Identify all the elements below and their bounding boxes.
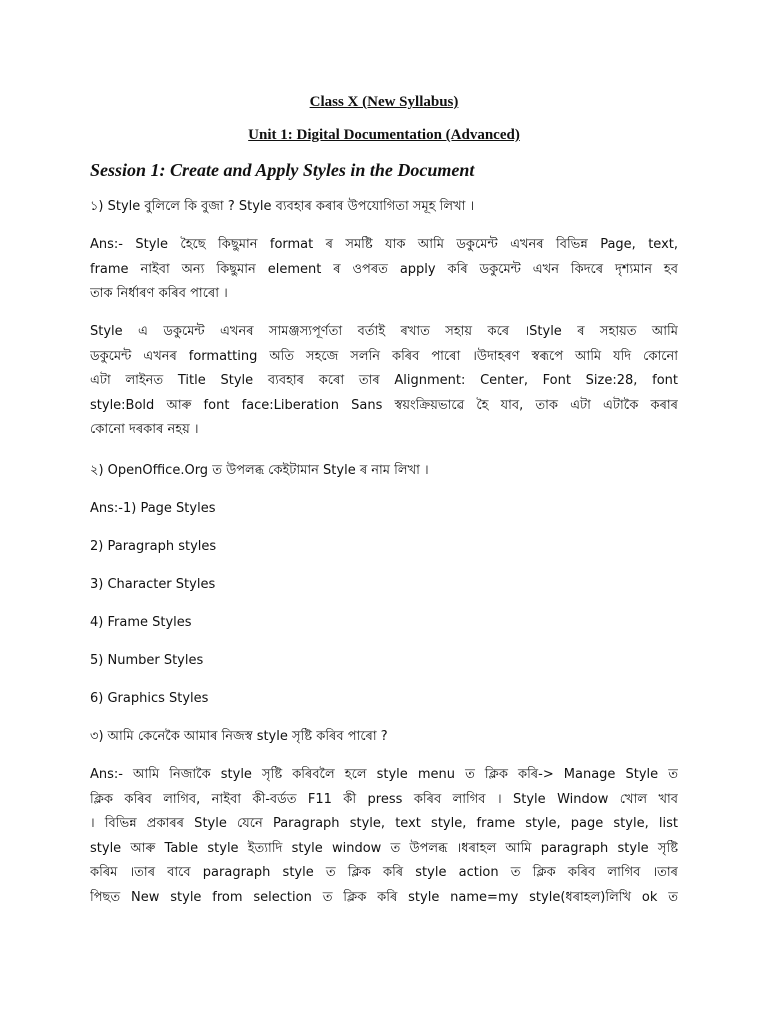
list-item — [90, 611, 678, 636]
answer-3-line: । বিভিন্ন প্ৰকাৰৰ Style যেনে Paragraph style, text style, frame style, page style, list — [90, 816, 678, 831]
question-2-text: ২) OpenOffice.Org ত উপলব্ধ কেইটামান Style ৰ নাম লিখা । — [90, 463, 429, 478]
style-list-item: 6) Graphics Styles — [90, 691, 209, 706]
style-list-item: Ans:-1) Page Styles — [90, 501, 216, 516]
style-list-item: 4) Frame Styles — [90, 615, 192, 630]
class-title: Class X (New Syllabus) — [309, 94, 459, 110]
question-1 — [90, 195, 678, 220]
answer-1-paragraph — [90, 233, 678, 307]
question-3 — [90, 725, 678, 750]
style-list-item: 2) Paragraph styles — [90, 539, 217, 554]
unit-title: Unit 1: Digital Documentation (Advanced) — [248, 127, 520, 143]
session-title: Session 1: Create and Apply Styles in the Document — [90, 160, 475, 180]
answer-3-line: Ans:- আমি নিজাকৈ style সৃষ্টি কৰিবলৈ হলে style menu ত ক্লিক কৰি-> Manage Style ত — [90, 767, 678, 782]
benefits-line: ডকুমেন্ট এখনৰ formatting অতি সহজে সলনি কৰিব পাৰো ।উদাহৰণ স্বৰূপে আমি যদি কোনো — [90, 348, 678, 364]
list-item — [90, 649, 678, 674]
style-benefits-paragraph — [90, 320, 678, 443]
answer-3-line: style আৰু Table style ইত্যাদি style window ত উপলব্ধ ।ধৰাহল আমি paragraph style সৃষ্টি — [90, 840, 678, 856]
answer-3-line: পিছত New style from selection ত ক্লিক কৰি style name=my style(ধৰাহল)লিখি ok ত — [90, 889, 678, 905]
question-3-text: ৩) আমি কেনেকৈ আমাৰ নিজস্ব style সৃষ্টি কৰিব পাৰো ? — [90, 729, 388, 744]
answer-3-line: কৰিম ।তাৰ বাবে paragraph style ত ক্লিক কৰি style action ত ক্লিক কৰিব লাগিব ।তাৰ — [90, 865, 678, 880]
question-1-text: ১) Style বুলিলে কি বুজা ? Style ব্যবহাৰ কৰাৰ উপযোগিতা সমূহ লিখা । — [90, 199, 475, 214]
benefits-line: style:Bold আৰু font face:Liberation Sans স্বয়ংক্ৰিয়ভাৱে হৈ যাব, তাক এটা এটাকৈ কৰাৰ — [90, 397, 678, 413]
list-item — [90, 687, 678, 712]
answer-1-line: frame নাইবা অন্য কিছুমান element ৰ ওপৰত apply কৰি ডকুমেন্ট এখন কিদৰে দৃশ্যমান হব — [90, 261, 678, 277]
benefits-line: এটা লাইনত Title Style ব্যবহাৰ কৰো তাৰ Alignment: Center, Font Size:28, font — [90, 373, 678, 388]
answer-3-paragraph — [90, 763, 678, 910]
question-2 — [90, 459, 678, 484]
list-item — [90, 573, 678, 598]
answer-3-line: ক্লিক কৰিব লাগিব, নাইবা কী-বৰ্ডত F11 কী press কৰিব লাগিব । Style Window খোল খাব — [90, 791, 678, 807]
list-item — [90, 497, 678, 522]
benefits-line: কোনো দৰকাৰ নহয় । — [90, 422, 199, 437]
style-list-item: 3) Character Styles — [90, 577, 216, 592]
answer-1-line: Ans:- Style হৈছে কিছুমান format ৰ সমষ্টি যাক আমি ডকুমেন্ট এখনৰ বিভিন্ন Page, text, — [90, 237, 678, 252]
style-list-item: 5) Number Styles — [90, 653, 204, 668]
benefits-line: Style এ ডকুমেন্ট এখনৰ সামঞ্জস্যপূৰ্ণতা বৰ্তাই ৰখাত সহায় কৰে ।Style ৰ সহায়ত আমি — [90, 324, 678, 339]
answer-1-line: তাক নিৰ্ধাৰণ কৰিব পাৰো । — [90, 286, 228, 301]
list-item — [90, 535, 678, 560]
